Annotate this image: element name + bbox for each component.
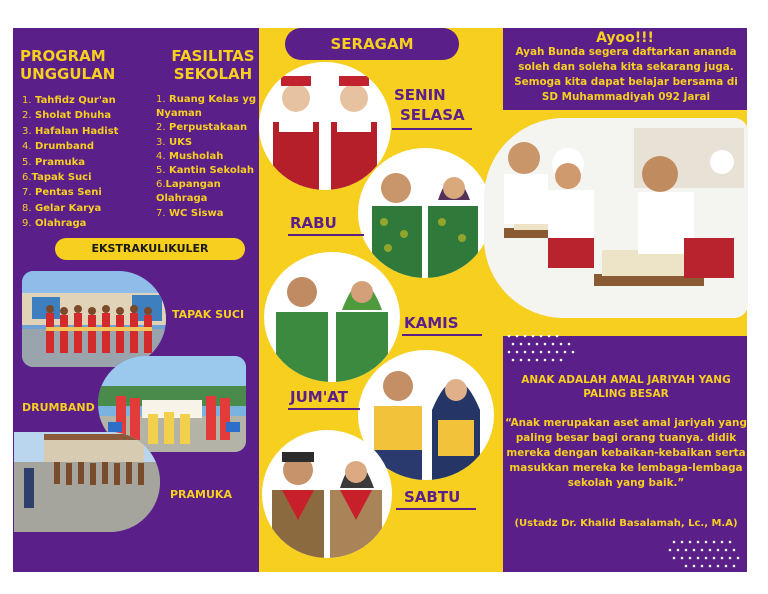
pramuka-label: PRAMUKA [170,488,232,501]
tapak-suci-photo [22,271,166,367]
kamis-underline [402,334,482,336]
day-rabu: RABU [290,214,337,232]
day-kamis: KAMIS [404,314,459,332]
fasilitas-item: 6.Lapangan Olahraga [156,179,221,205]
tapak-suci-label: TAPAK SUCI [172,308,245,321]
quote-heading: ANAK ADALAH AMAL JARIYAH YANG PALING BESAR [521,374,731,400]
senin-selasa-underline [392,128,472,130]
uniform-rabu-photo [358,148,492,278]
quran-class-photo [484,118,748,318]
program-item: 1. Tahfidz Qur'an [22,95,116,106]
program-list [22,93,152,232]
program-item: 4. Drumband [22,141,94,153]
day-selasa: SELASA [400,106,465,124]
fasilitas-item: 4. Musholah [156,150,224,162]
fasilitas-item: 3. UKS [156,136,193,148]
fasilitas-item: 1. Ruang Kelas yg Nyaman [156,94,256,120]
program-item: 5. Pramuka [22,156,85,168]
program-item: 3. Hafalan Hadist [22,125,119,137]
fasilitas-item: 7. WC Siswa [156,207,224,219]
fasilitas-sekolah-title: FASILITAS SEKOLAH [171,47,255,83]
day-senin: SENIN [394,86,446,104]
fasilitas-item: 2. Perpustakaan [156,122,248,134]
program-item: 8. Gelar Karya [22,202,102,214]
students-reading-quran [484,118,748,318]
rabu-underline [288,234,364,236]
tapak-suci-illustration [22,271,166,367]
day-sabtu: SABTU [404,488,461,506]
quote-source: (Ustadz Dr. Khalid Basalamah, Lc., M.A) [514,518,738,529]
pramuka-photo [14,432,160,532]
students-scout-uniform [262,430,392,558]
day-jumat: JUM'AT [290,388,348,406]
fasilitas-list [156,93,258,221]
ekstrakurikuler-title: EKSTRAKULIKULER [55,238,245,260]
dot-pattern-bottom [664,538,744,572]
uniform-sabtu-photo [262,430,392,558]
jumat-underline [288,408,360,410]
dot-pattern-top [505,332,581,370]
students-green-uniform [264,252,400,382]
program-unggulan-title: PROGRAM UNGGULAN [20,47,116,83]
uniform-senin-selasa-photo [259,62,391,190]
seragam-title: SERAGAM [285,28,459,60]
quote-body: “Anak merupakan aset amal jariyah yang paling besar bagi orang tuanya. didik mereka dengan kebaikan-kebaikan serta masukkan mereka ke lembaga-lembaga sekolah yang baik.” [505,417,747,489]
drumband-label: DRUMBAND [22,401,95,414]
program-item: 7. Pentas Seni [22,187,102,199]
program-item: 2. Sholat Dhuha [22,110,112,122]
sabtu-underline [396,508,476,510]
program-item: 9. Olahraga [22,218,87,230]
pramuka-illustration [14,432,160,532]
ajakan-title: Ayoo!!! [596,30,654,46]
ajakan-body: Ayah Bunda segera daftarkan ananda soleh dan soleha kita sekarang juga. Semoga kita dapat belajar bersama di SD Muhammadiyah 092 Jarai [514,46,738,103]
students-batik-uniform [358,148,492,278]
students-red-uniform [259,62,391,190]
uniform-kamis-photo [264,252,400,382]
program-item: 6.Tapak Suci [22,172,92,184]
fasilitas-item: 5. Kantin Sekolah [156,165,254,177]
